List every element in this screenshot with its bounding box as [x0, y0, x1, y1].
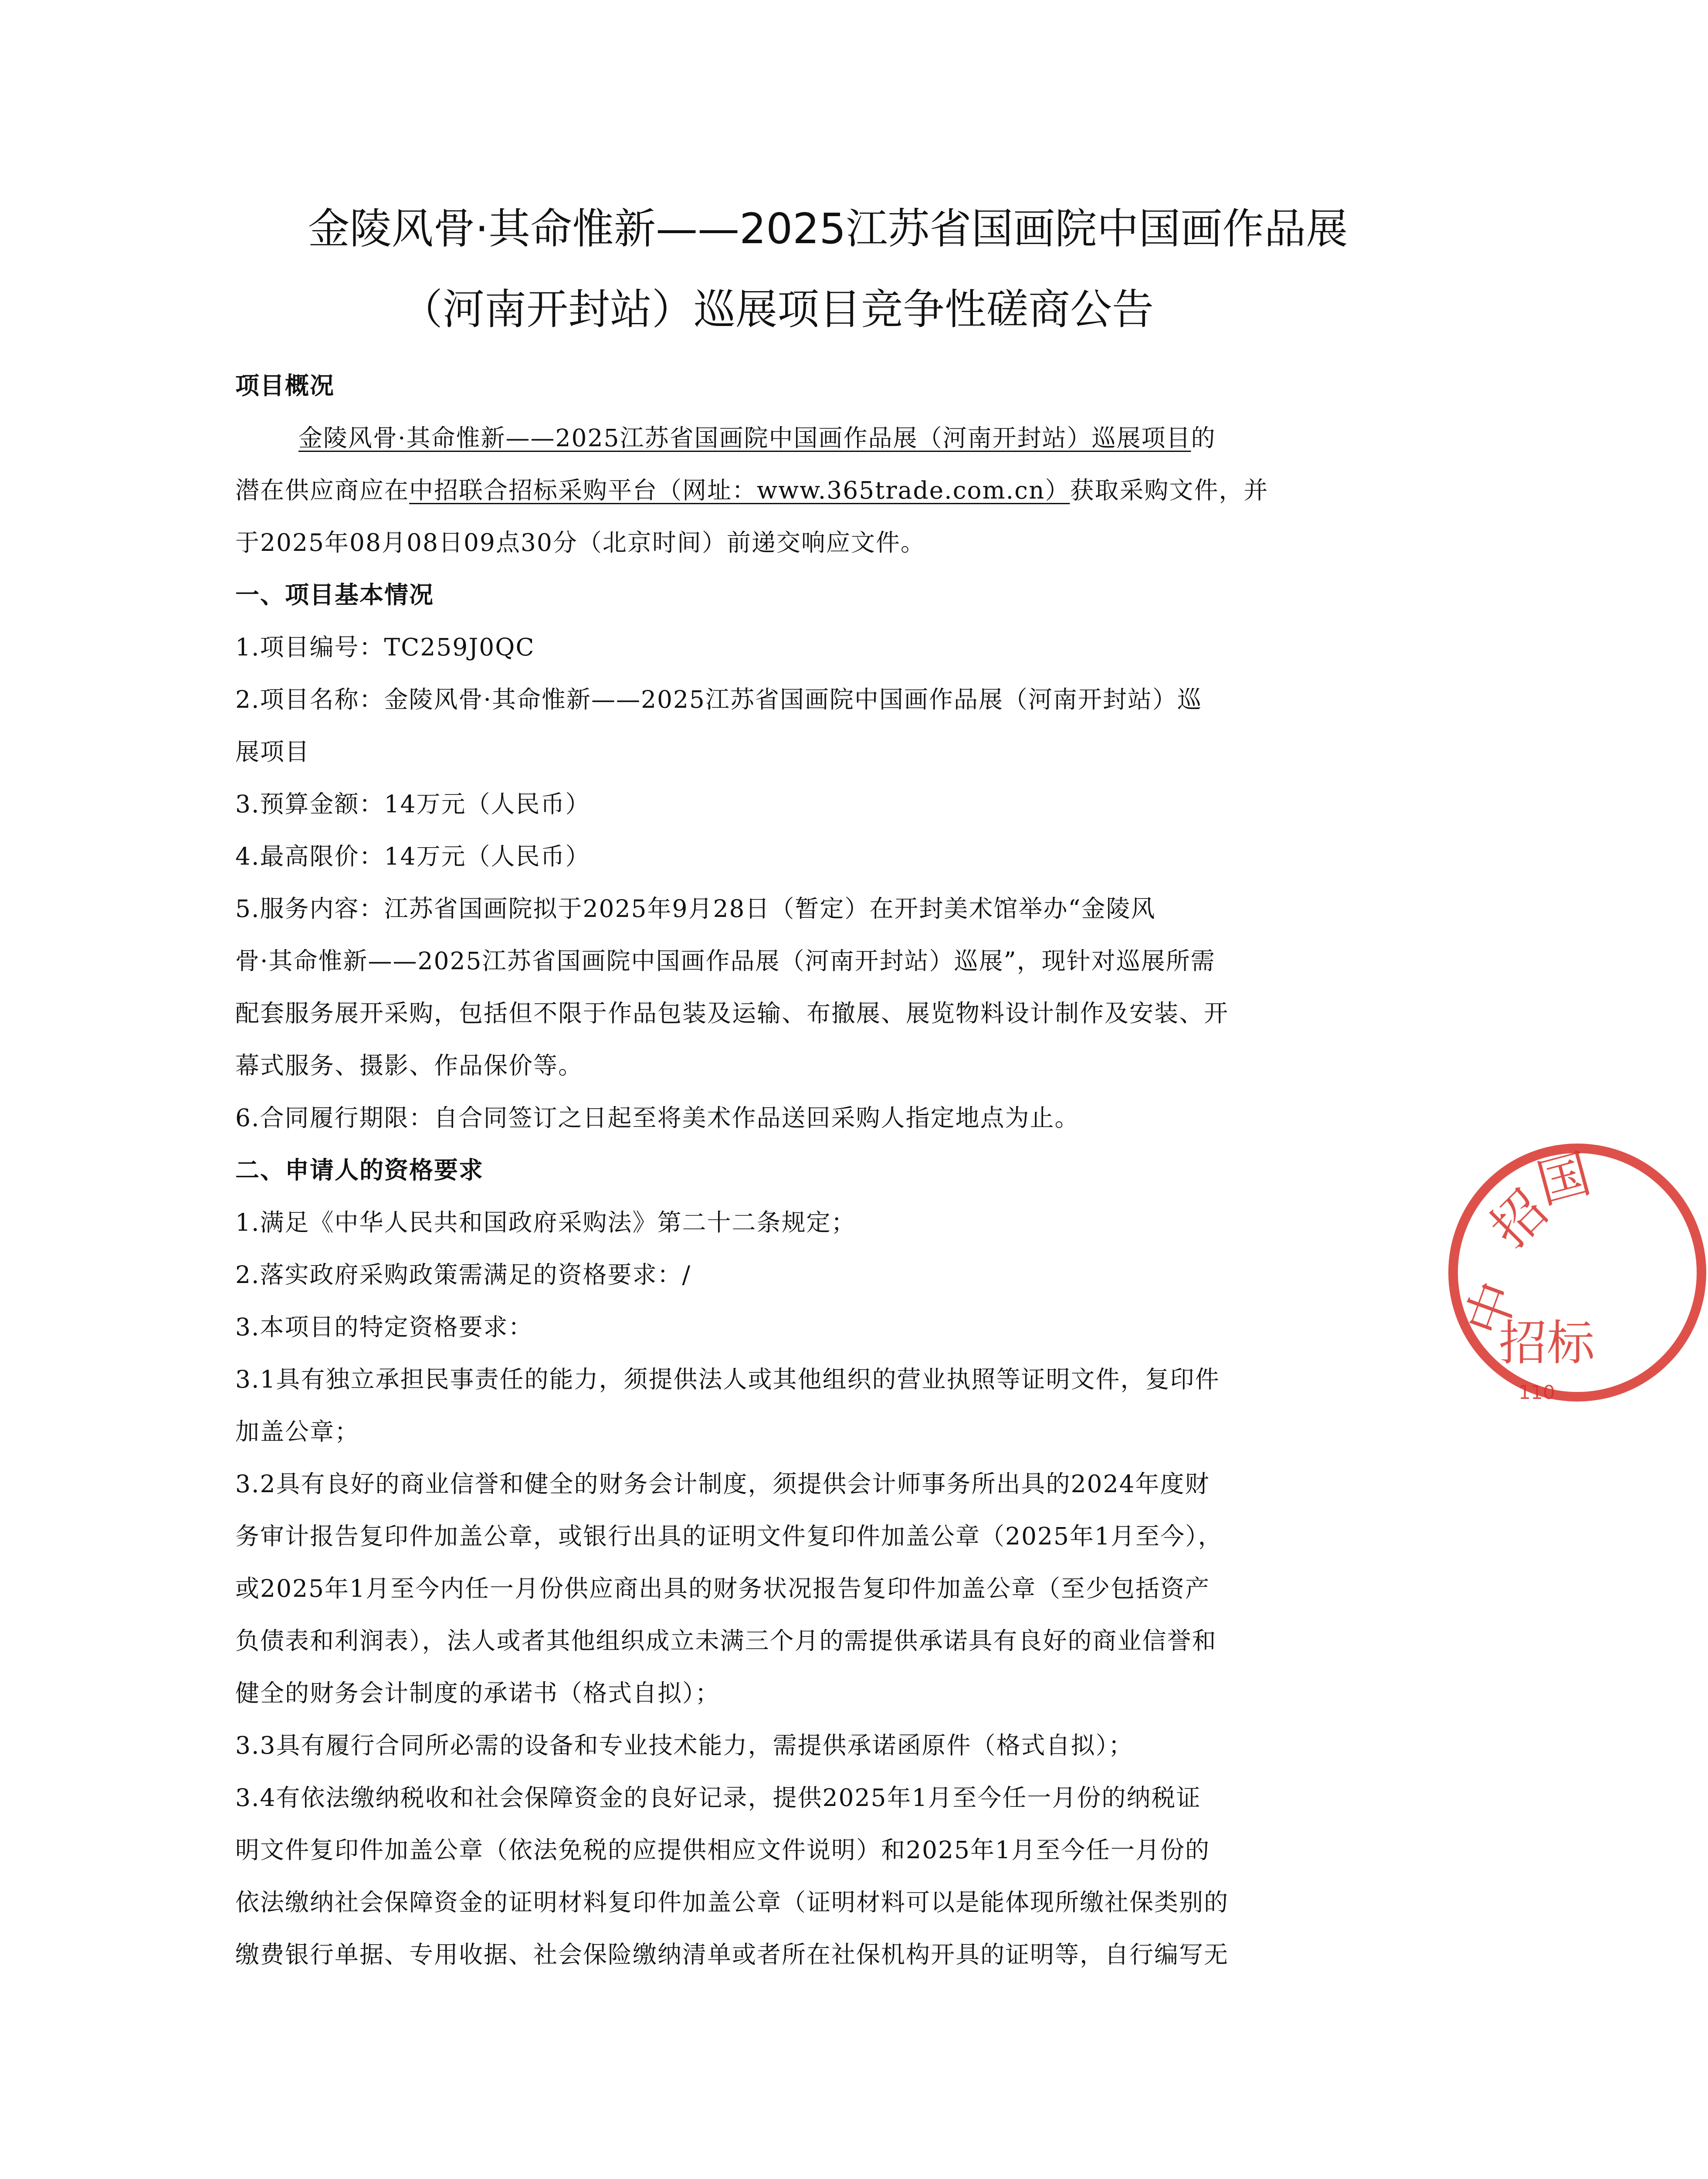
overview-paragraph-line-2: 潜在供应商应在中招联合招标采购平台（网址：www.365trade.com.cn）获取采购文件，并 — [235, 476, 1269, 504]
max-price: 4.最高限价：14万元（人民币） — [235, 842, 590, 870]
qualification-3-2-line-4: 负债表和利润表），法人或者其他组织成立未满三个月的需提供承诺具有良好的商业信誉和 — [235, 1627, 1217, 1655]
project-name-underlined: 金陵风骨·其命惟新——2025江苏省国画院中国画作品展（河南开封站）巡展项目 — [298, 424, 1191, 452]
platform-link[interactable]: 中招联合招标采购平台（网址：www.365trade.com.cn） — [409, 476, 1070, 504]
qualification-3-2-line-2: 务审计报告复印件加盖公章，或银行出具的证明文件复印件加盖公章（2025年1月至今）， — [235, 1522, 1223, 1550]
seal-inner-text: 招标 — [1499, 1315, 1595, 1371]
seal-number: 110 — [1518, 1381, 1555, 1404]
qualification-2: 2.落实政府采购政策需满足的资格要求：/ — [235, 1261, 691, 1289]
qualification-1: 1.满足《中华人民共和国政府采购法》第二十二条规定； — [235, 1208, 856, 1236]
qualification-3-1-line-1: 3.1具有独立承担民事责任的能力，须提供法人或其他组织的营业执照等证明文件，复印件 — [235, 1365, 1220, 1393]
qualification-3-2-line-5: 健全的财务会计制度的承诺书（格式自拟）； — [235, 1679, 720, 1707]
qualification-3-1-line-2: 加盖公章； — [235, 1418, 360, 1446]
seal-char-3: 国 — [1531, 1143, 1597, 1215]
contract-period: 6.合同履行期限：自合同签订之日起至将美术作品送回采购人指定地点为止。 — [235, 1104, 1080, 1132]
qualification-3-4-line-2: 明文件复印件加盖公章（依法免税的应提供相应文件说明）和2025年1月至今任一月份的 — [235, 1836, 1210, 1864]
company-seal-stamp — [1447, 1142, 1708, 1403]
seal-char-2: 招 — [1479, 1179, 1559, 1260]
qualification-3: 3.本项目的特定资格要求： — [235, 1313, 533, 1341]
qualification-3-2-line-1: 3.2具有良好的商业信誉和健全的财务会计制度，须提供会计师事务所出具的2024年度财 — [235, 1470, 1210, 1498]
service-content-line-3: 配套服务展开采购，包括但不限于作品包装及运输、布撤展、展览物料设计制作及安装、开 — [235, 999, 1229, 1027]
document-title-line-1: 金陵风骨·其命惟新——2025江苏省国画院中国画作品展 — [308, 204, 1348, 253]
overview-paragraph-line-3: 于2025年08月08日09点30分（北京时间）前递交响应文件。 — [235, 529, 925, 557]
overview-paragraph-line-1: 金陵风骨·其命惟新——2025江苏省国画院中国画作品展（河南开封站）巡展项目的 — [298, 424, 1216, 452]
budget-amount: 3.预算金额：14万元（人民币） — [235, 790, 590, 818]
service-content-line-1: 5.服务内容：江苏省国画院拟于2025年9月28日（暂定）在开封美术馆举办“金陵风 — [235, 895, 1156, 923]
overview-heading: 项目概况 — [235, 372, 335, 400]
document-title-line-2: （河南开封站）巡展项目竞争性磋商公告 — [401, 285, 1154, 334]
qualification-3-2-line-3: 或2025年1月至今内任一月份供应商出具的财务状况报告复印件加盖公章（至少包括资产 — [235, 1575, 1210, 1602]
qualification-3-4-line-3: 依法缴纳社会保障资金的证明材料复印件加盖公章（证明材料可以是能体现所缴社保类别的 — [235, 1888, 1229, 1916]
service-content-line-4: 幕式服务、摄影、作品保价等。 — [235, 1052, 583, 1079]
qualification-3-3: 3.3具有履行合同所必需的设备和专业技术能力，需提供承诺函原件（格式自拟）； — [235, 1731, 1133, 1759]
qualification-3-4-line-1: 3.4有依法缴纳税收和社会保障资金的良好记录，提供2025年1月至今任一月份的纳税证 — [235, 1784, 1201, 1812]
project-number: 1.项目编号：TC259J0QC — [235, 633, 535, 661]
project-name-line-1: 2.项目名称：金陵风骨·其命惟新——2025江苏省国画院中国画作品展（河南开封站）巡 — [235, 686, 1202, 713]
section-2-heading: 二、申请人的资格要求 — [235, 1156, 484, 1184]
qualification-3-4-line-4: 缴费银行单据、专用收据、社会保险缴纳清单或者所在社保机构开具的证明等，自行编写无 — [235, 1941, 1229, 1969]
service-content-line-2: 骨·其命惟新——2025江苏省国画院中国画作品展（河南开封站）巡展”，现针对巡展所需 — [235, 947, 1216, 975]
project-name-line-2: 展项目 — [235, 738, 310, 766]
section-1-heading: 一、项目基本情况 — [235, 581, 434, 609]
seal-char-1: 中 — [1454, 1274, 1529, 1344]
